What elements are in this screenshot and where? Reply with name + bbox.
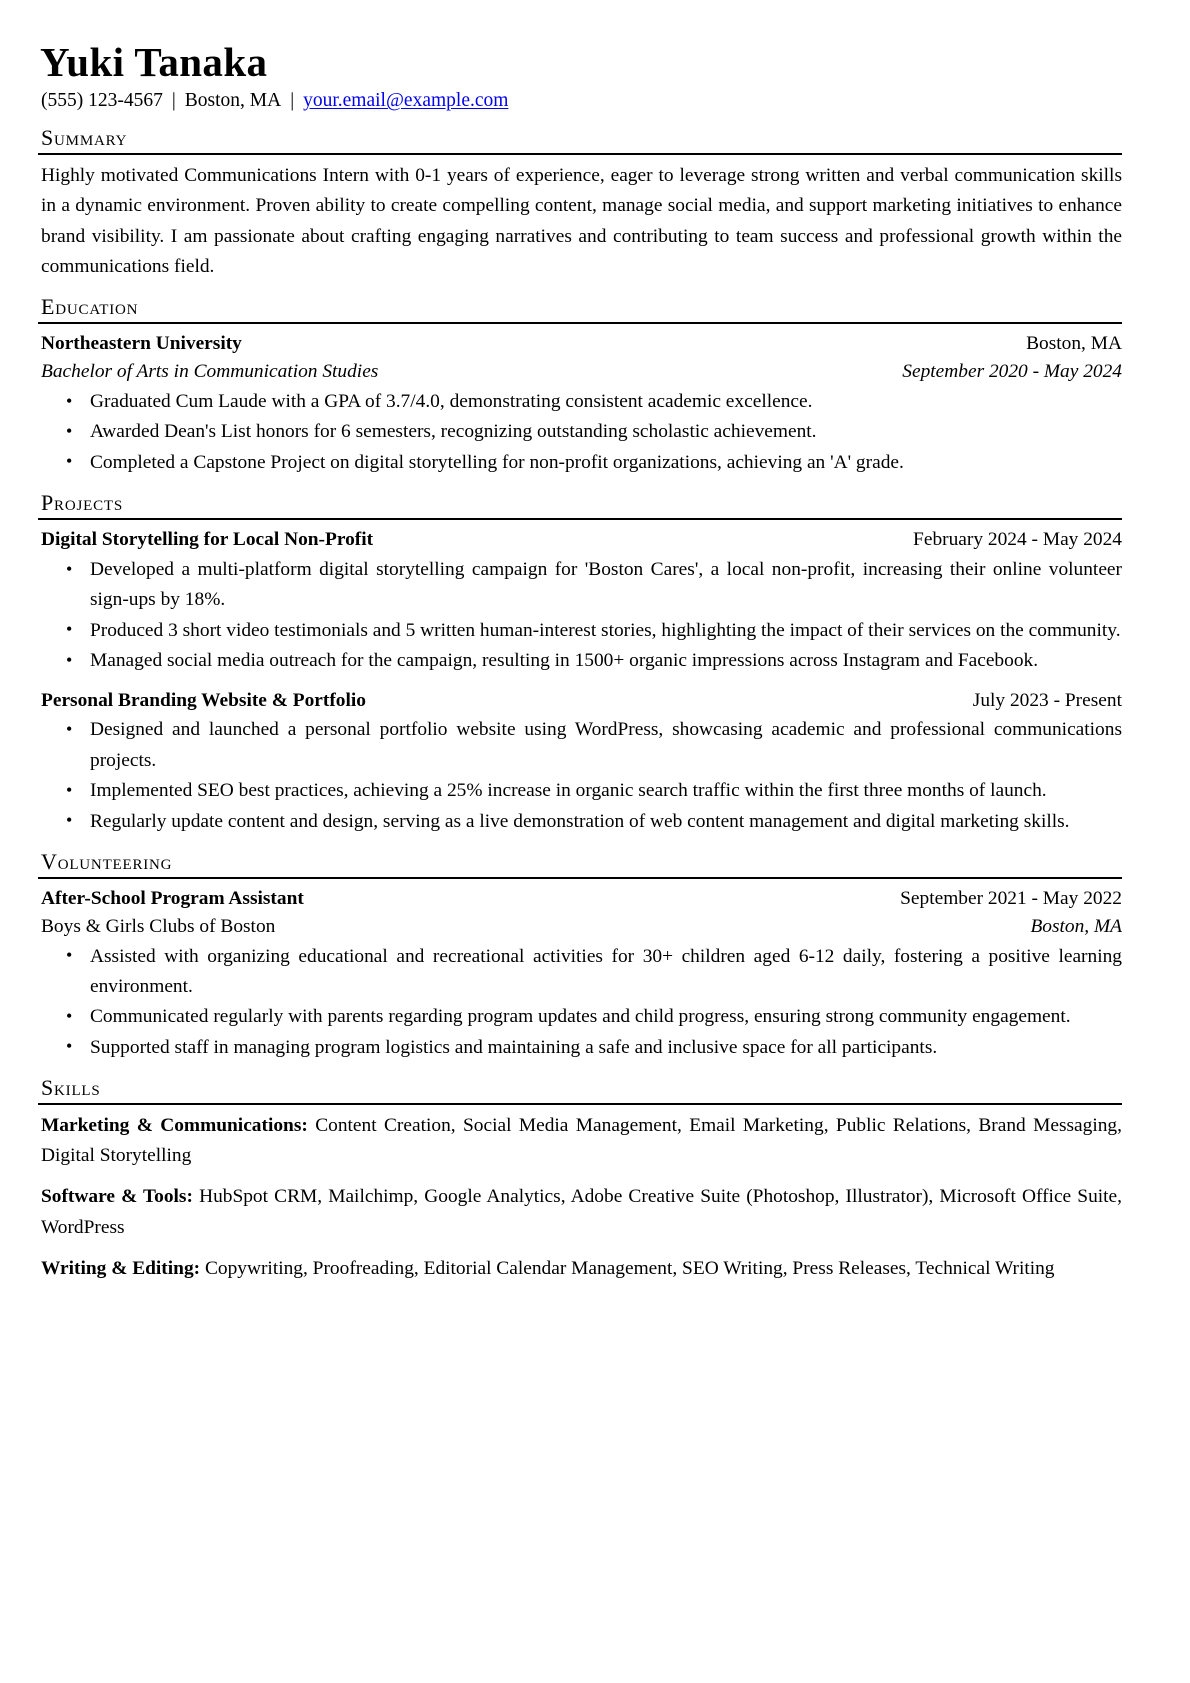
volunteering-bullets: [38, 942, 1122, 1063]
list-item: • Regularly update content and design, serving as a live demonstration of web content management and digital marketing skills.: [38, 807, 1122, 837]
list-item: • Implemented SEO best practices, achieving a 25% increase in organic search traffic within the first three months of launch.: [38, 776, 1122, 806]
project-entry: [38, 687, 1122, 837]
volunteering-entry-subheader: [38, 913, 1122, 941]
volunteer-dates: September 2021 - May 2022: [900, 887, 1122, 909]
project-bullets: [38, 715, 1122, 836]
list-item: • Communicated regularly with parents regarding program updates and child progress, ensuring strong community engagement.: [38, 1002, 1122, 1032]
list-item: • Graduated Cum Laude with a GPA of 3.7/4.0, demonstrating consistent academic excellence.: [38, 387, 1122, 417]
section-title-skills: Skills: [41, 1075, 101, 1101]
section-rule: [38, 1103, 1122, 1105]
institution-name: Northeastern University: [41, 333, 242, 355]
degree-name: Bachelor of Arts in Communication Studies: [41, 361, 379, 383]
resume-header: [38, 40, 1122, 113]
skill-category: Writing & Editing:: [41, 1257, 201, 1279]
list-item: • Produced 3 short video testimonials and 5 written human-interest stories, highlighting the impact of their services on the community.: [38, 616, 1122, 646]
project-entry: [38, 526, 1122, 676]
section-title-volunteering: Volunteering: [41, 848, 173, 874]
section-rule: [38, 322, 1122, 324]
section-skills: [38, 1075, 1122, 1284]
summary-text: Highly motivated Communications Intern with 0-1 years of experience, eager to leverage strong written and verbal communication skills in a dynamic environment. Proven ability to create compelling content, manage social media, and support marketing initiatives to enhance brand visibility. I am passionate about crafting engaging narratives and contributing to team success and professional growth within the communications field.: [41, 165, 1122, 277]
volunteering-entry-header: [38, 885, 1122, 913]
project-dates: July 2023 - Present: [972, 689, 1122, 711]
contact-separator: |: [290, 89, 295, 111]
section-title-education: Education: [41, 294, 139, 320]
list-item: • Assisted with organizing educational and recreational activities for 30+ children aged 6-12 daily, fostering a positive learning environment.: [38, 942, 1122, 1003]
list-item: • Completed a Capstone Project on digital storytelling for non-profit organizations, achieving an 'A' grade.: [38, 448, 1122, 478]
list-item: • Designed and launched a personal portfolio website using WordPress, showcasing academic and professional communications projects.: [38, 715, 1122, 776]
list-item: • Supported staff in managing program logistics and maintaining a safe and inclusive space for all participants.: [38, 1033, 1122, 1063]
education-entry: [38, 330, 1122, 478]
education-bullets: [38, 387, 1122, 478]
education-dates: September 2020 - May 2024: [902, 361, 1122, 383]
section-rule: [38, 518, 1122, 520]
section-title-projects: Projects: [41, 490, 123, 516]
skill-group: [38, 1182, 1122, 1242]
education-entry-header: [38, 330, 1122, 358]
institution-location: Boston, MA: [1026, 333, 1122, 355]
project-title: Personal Branding Website & Portfolio: [41, 689, 366, 711]
section-volunteering: [38, 849, 1122, 1063]
education-entry-subheader: [38, 358, 1122, 386]
skill-items: Content Creation, Social Media Management, Email Marketing, Public Relations, Brand Messaging, Digital Storytelling: [41, 1115, 1122, 1167]
volunteering-entry: [38, 885, 1122, 1063]
section-rule: [38, 153, 1122, 155]
email-link[interactable]: your.email@example.com: [303, 89, 509, 111]
list-item: • Developed a multi-platform digital storytelling campaign for 'Boston Cares', a local non-profit, increasing their online volunteer sign-ups by 18%.: [38, 555, 1122, 616]
project-title: Digital Storytelling for Local Non-Profit: [41, 529, 374, 551]
skill-items: Copywriting, Proofreading, Editorial Calendar Management, SEO Writing, Press Releases, Technical Writing: [204, 1257, 1055, 1279]
section-education: [38, 294, 1122, 478]
contact-separator: |: [171, 89, 176, 111]
skill-category: Software & Tools:: [41, 1186, 193, 1208]
project-bullets: [38, 555, 1122, 676]
volunteer-location: Boston, MA: [1030, 915, 1122, 937]
list-item: • Managed social media outreach for the campaign, resulting in 1500+ organic impressions across Instagram and Facebook.: [38, 646, 1122, 676]
skill-group: [38, 1111, 1122, 1171]
project-entry-header: [38, 687, 1122, 715]
section-rule: [38, 877, 1122, 879]
phone-number: (555) 123-4567: [41, 89, 163, 111]
project-entry-header: [38, 526, 1122, 554]
section-title-summary: Summary: [41, 125, 128, 151]
volunteer-organization: Boys & Girls Clubs of Boston: [41, 915, 276, 937]
skill-items: HubSpot CRM, Mailchimp, Google Analytics, Adobe Creative Suite (Photoshop, Illustrator), Microsoft Office Suite, WordPress: [41, 1186, 1122, 1238]
location-text: Boston, MA: [184, 89, 282, 111]
contact-line: [38, 88, 1122, 113]
candidate-name: Yuki Tanaka: [40, 39, 268, 85]
volunteer-role: After-School Program Assistant: [41, 887, 304, 909]
section-summary: [38, 125, 1122, 282]
skill-category: Marketing & Communications:: [41, 1115, 308, 1137]
list-item: • Awarded Dean's List honors for 6 semesters, recognizing outstanding scholastic achievement.: [38, 417, 1122, 447]
project-dates: February 2024 - May 2024: [913, 529, 1122, 551]
section-projects: [38, 490, 1122, 837]
spacer: [38, 677, 1122, 684]
skill-group: [38, 1254, 1122, 1284]
